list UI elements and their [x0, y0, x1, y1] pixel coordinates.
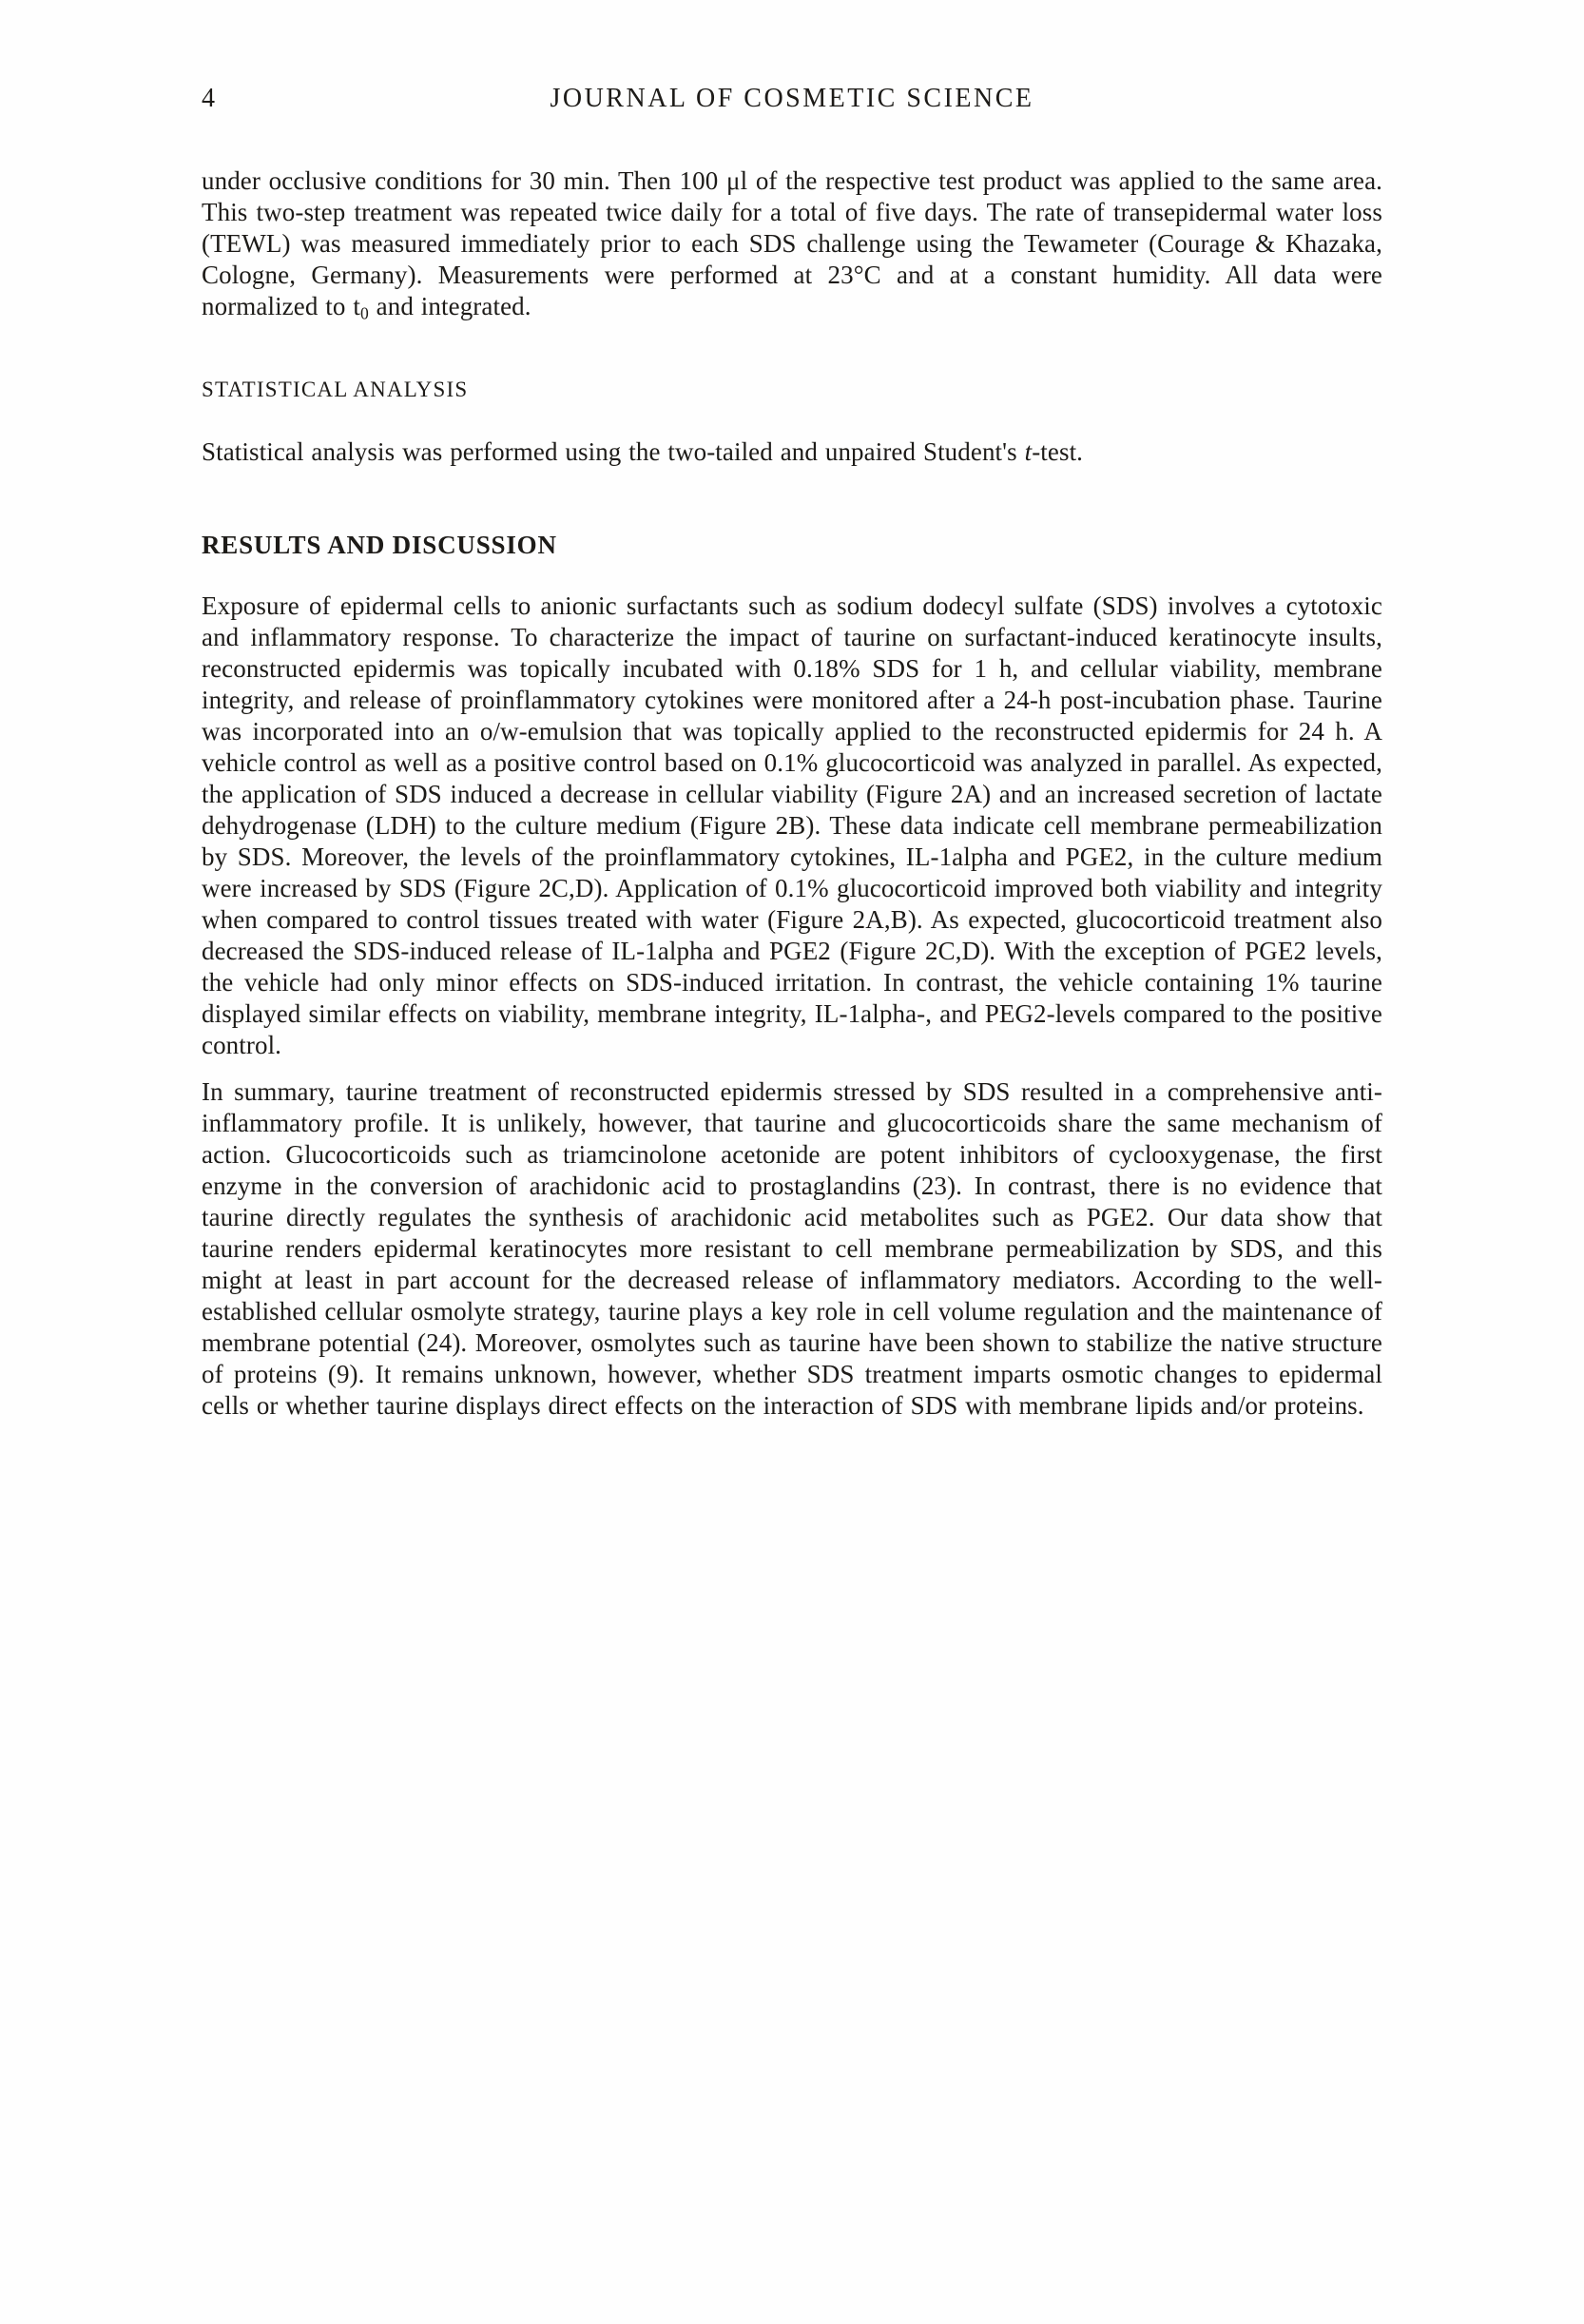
section-heading-statistical-analysis: STATISTICAL ANALYSIS	[202, 378, 469, 401]
t-zero-subscript: 0	[359, 303, 369, 323]
section-heading-results-discussion: RESULTS AND DISCUSSION	[202, 531, 557, 559]
results-paragraph-2: In summary, taurine treatment of reconstructed epidermis stressed by SDS resulted in a comprehensive anti-inflammatory profile. It is unlikely, however, that taurine and glucocorticoids share the same mechanism of action. Glucocorticoids such as triamcinolone acetonide are potent inhibitors of cyclooxygenase, the first enzyme in the conversion of arachidonic acid to prostaglandins (23). In contrast, there is no evidence that taurine directly regulates the synthesis of arachidonic acid metabolites such as PGE2. Our data show that taurine renders epidermal keratinocytes more resistant to cell membrane permeabilization by SDS, and this might at least in part account for the decreased release of inflammatory mediators. According to the well-established cellular osmolyte strategy, taurine plays a key role in cell volume regulation and the maintenance of membrane potential (24). Moreover, osmolytes such as taurine have been shown to stabilize the native structure of proteins (9). It remains unknown, however, whether SDS treatment imparts osmotic changes to epidermal cells or whether taurine displays direct effects on the interaction of SDS with membrane lipids and/or proteins.	[202, 1077, 1382, 1420]
intro-paragraph-text-post: and integrated.	[368, 292, 531, 320]
student-t-italic: t	[1024, 437, 1033, 466]
statistical-paragraph-text-pre: Statistical analysis was performed using the two-tailed and unpaired Student's	[202, 437, 1025, 466]
running-head: JOURNAL OF COSMETIC SCIENCE	[550, 84, 1034, 113]
intro-paragraph	[202, 165, 1382, 322]
page-header	[202, 84, 1382, 116]
statistical-analysis-paragraph	[202, 436, 1382, 468]
intro-paragraph-text-pre: under occlusive conditions for 30 min. Then 100 μl of the respective test product was applied to the same area. This two-step treatment was repeated twice daily for a total of five days. The rate of transepidermal water loss (TEWL) was measured immediately prior to each SDS challenge using the Tewameter (Courage & Khazaka, Cologne, Germany). Measurements were performed at 23°C and at a constant humidity. All data were normalized to t	[202, 166, 1382, 320]
page-content	[202, 165, 1382, 1422]
page-number: 4	[202, 84, 216, 113]
statistical-paragraph-text-post: -test.	[1032, 437, 1084, 466]
results-paragraph-1: Exposure of epidermal cells to anionic surfactants such as sodium dodecyl sulfate (SDS) involves a cytotoxic and inflammatory response. To characterize the impact of taurine on surfactant-induced keratinocyte insults, reconstructed epidermis was topically incubated with 0.18% SDS for 1 h, and cellular viability, membrane integrity, and release of proinflammatory cytokines were monitored after a 24-h post-incubation phase. Taurine was incorporated into an o/w-emulsion that was topically applied to the reconstructed epidermis for 24 h. A vehicle control as well as a positive control based on 0.1% glucocorticoid was analyzed in parallel. As expected, the application of SDS induced a decrease in cellular viability (Figure 2A) and an increased secretion of lactate dehydrogenase (LDH) to the culture medium (Figure 2B). These data indicate cell membrane permeabilization by SDS. Moreover, the levels of the proinflammatory cytokines, IL-1alpha and PGE2, in the culture medium were increased by SDS (Figure 2C,D). Application of 0.1% glucocorticoid improved both viability and integrity when compared to control tissues treated with water (Figure 2A,B). As expected, glucocorticoid treatment also decreased the SDS-induced release of IL-1alpha and PGE2 (Figure 2C,D). With the exception of PGE2 levels, the vehicle had only minor effects on SDS-induced irritation. In contrast, the vehicle containing 1% taurine displayed similar effects on viability, membrane integrity, IL-1alpha-, and PEG2-levels compared to the positive control.	[202, 591, 1382, 1059]
